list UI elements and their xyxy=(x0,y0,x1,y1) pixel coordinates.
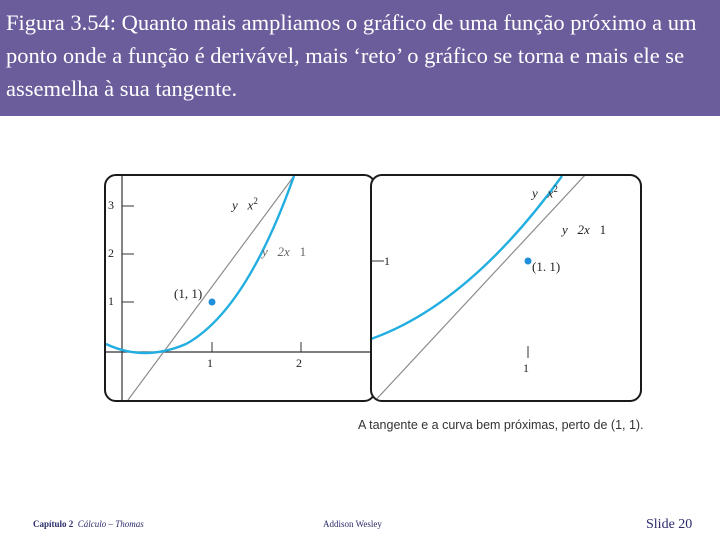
footer-chapter xyxy=(33,519,144,529)
tangent-point xyxy=(209,299,216,306)
tangent-label-rhs: 2x xyxy=(577,222,590,237)
x-tick-label-1: 1 xyxy=(523,361,529,375)
y-tick-label-1: 1 xyxy=(108,294,114,308)
tangent-label-rhs: 2x xyxy=(277,244,290,259)
y-tick-label-1: 1 xyxy=(384,254,390,268)
title-banner xyxy=(0,0,720,116)
curve-label-exponent: 2 xyxy=(553,184,558,194)
curve-label-y: y xyxy=(532,185,538,201)
y-tick-label-2: 2 xyxy=(108,246,114,260)
curve-label-rhs: x xyxy=(247,197,254,213)
parabola-curve xyxy=(106,176,294,353)
point-label: (1. 1) xyxy=(532,259,561,274)
footer-book-title: Cálculo – Thomas xyxy=(77,519,144,529)
figure-caption: A tangente e a curva bem próximas, perto de (1, 1). xyxy=(358,418,644,432)
curve-label-rhs: x xyxy=(547,185,554,201)
curve-label-exponent: 2 xyxy=(253,196,258,206)
curve-equation-label xyxy=(532,184,558,201)
x-tick-label-2: 2 xyxy=(296,356,302,370)
tangent-equation-label xyxy=(262,244,306,260)
footer-chapter-number: Capítulo 2 xyxy=(33,519,74,529)
tangent-label-const: 1 xyxy=(299,244,307,259)
footer-publisher: Addison Wesley xyxy=(323,519,382,529)
slide-title: Figura 3.54: Quanto mais ampliamos o gráfico de uma função próximo a um ponto onde a função é derivável, mais ‘reto’ o gráfico se torna e mais ele se assemelha à sua tangente. xyxy=(6,10,697,101)
point-label: (1, 1) xyxy=(174,286,203,301)
y-tick-label-3: 3 xyxy=(108,198,114,212)
tangent-label-y: y xyxy=(262,244,268,259)
graph-zoomed-plot xyxy=(372,176,640,400)
x-tick-label-1: 1 xyxy=(207,356,213,370)
tangent-label-y: y xyxy=(562,222,568,237)
tangent-point xyxy=(525,258,532,265)
tangent-label-const: 1 xyxy=(599,222,607,237)
tangent-line xyxy=(372,176,640,400)
curve-label-y: y xyxy=(232,197,238,213)
graph-panel-wide xyxy=(104,174,376,402)
slide-number: Slide 20 xyxy=(646,517,693,532)
graph-panel-zoomed xyxy=(370,174,642,402)
tangent-equation-label xyxy=(562,222,606,238)
curve-equation-label xyxy=(232,196,258,213)
